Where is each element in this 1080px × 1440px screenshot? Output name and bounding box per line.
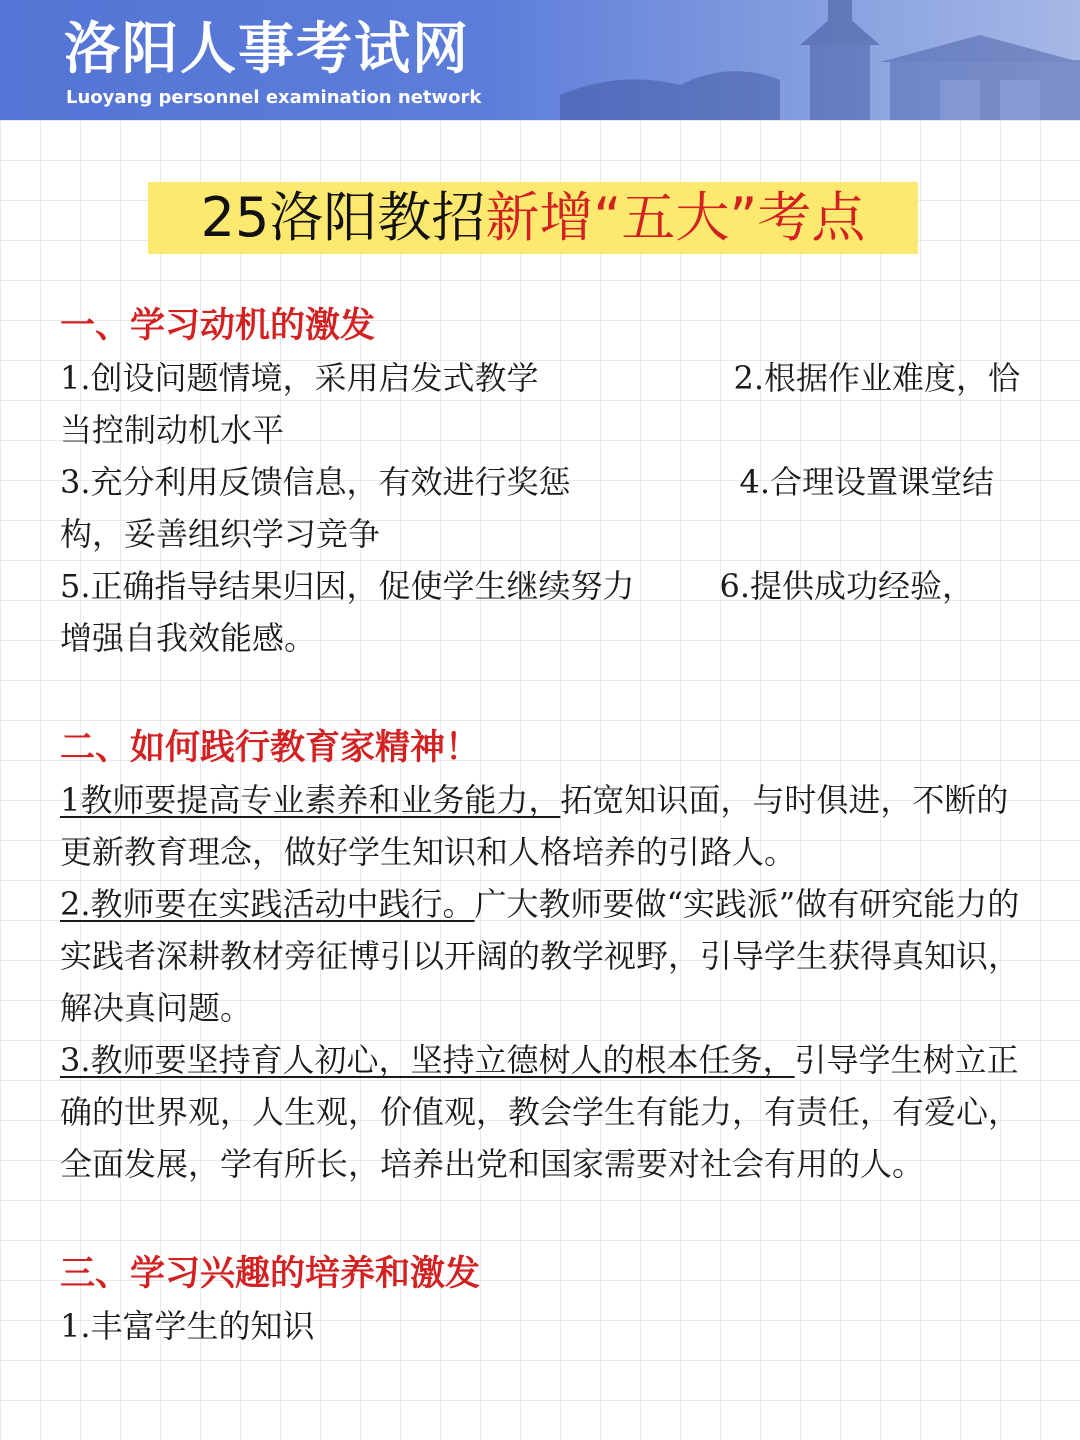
item-text: 引导学生树立正确的世界观，人生观，价值观，教会学生有能力，有责任，有爱心，全面发展，学有所长，培养出党和国家需要对社会有用的人。 bbox=[60, 1041, 1021, 1183]
section-heading: 一、学习动机的激发 bbox=[60, 306, 376, 346]
city-scenery-image bbox=[560, 0, 1080, 120]
site-header bbox=[0, 0, 1080, 120]
list-item-right: 2.根据作业难度，恰 bbox=[733, 359, 1020, 397]
page-title bbox=[201, 186, 866, 249]
title-highlight: 新增“五大”考点 bbox=[485, 186, 866, 249]
list-item-continuation: 构，妥善组织学习竞争 bbox=[60, 515, 381, 553]
section-heading: 二、如何践行教育家精神！ bbox=[60, 728, 481, 768]
section-learning-interest bbox=[60, 1248, 1020, 1352]
list-item-left: 3.充分利用反馈信息，有效进行奖惩 bbox=[60, 463, 571, 501]
item-key-point: 1教师要提高专业素养和业务能力， bbox=[60, 781, 561, 819]
main-content bbox=[60, 300, 1020, 1410]
item-text: 广大教师要做“实践派”做有研究能力的实践者深耕教材旁征博引以开阔的教学视野，引导学生获得真知识，解决真问题。 bbox=[60, 885, 1021, 1027]
title-prefix: 25洛阳教招 bbox=[200, 186, 486, 249]
list-item-right: 6.提供成功经验， bbox=[719, 567, 974, 605]
item-text: 拓宽知识面，与时俱进，不断的更新教育理念，做好学生知识和人格培养的引路人。 bbox=[60, 781, 1009, 871]
site-name-english: Luoyang personnel examination network bbox=[66, 87, 482, 108]
list-item bbox=[60, 878, 1020, 1034]
list-item bbox=[60, 1034, 1020, 1190]
list-item-left: 5.正确指导结果归因，促使学生继续努力 bbox=[60, 567, 635, 605]
list-item bbox=[60, 774, 1020, 878]
site-name: 洛阳人事考试网 bbox=[64, 17, 470, 82]
section-heading: 三、学习兴趣的培养和激发 bbox=[60, 1254, 481, 1294]
list-item: 1.丰富学生的知识 bbox=[60, 1307, 315, 1345]
list-item-continuation: 增强自我效能感。 bbox=[60, 619, 317, 657]
list-item-right: 4.合理设置课堂结 bbox=[739, 463, 994, 501]
list-item bbox=[60, 456, 1020, 508]
list-item-continuation: 当控制动机水平 bbox=[60, 411, 285, 449]
list-item bbox=[60, 352, 1020, 404]
section-motivation bbox=[60, 300, 1020, 664]
section-educator-spirit bbox=[60, 722, 1020, 1190]
list-item-left: 1.创设问题情境，采用启发式教学 bbox=[60, 359, 539, 397]
title-banner bbox=[148, 182, 918, 254]
item-key-point: 3.教师要坚持育人初心，坚持立德树人的根本任务， bbox=[60, 1041, 795, 1079]
item-key-point: 2.教师要在实践活动中践行。 bbox=[60, 885, 475, 923]
list-item bbox=[60, 560, 1020, 612]
